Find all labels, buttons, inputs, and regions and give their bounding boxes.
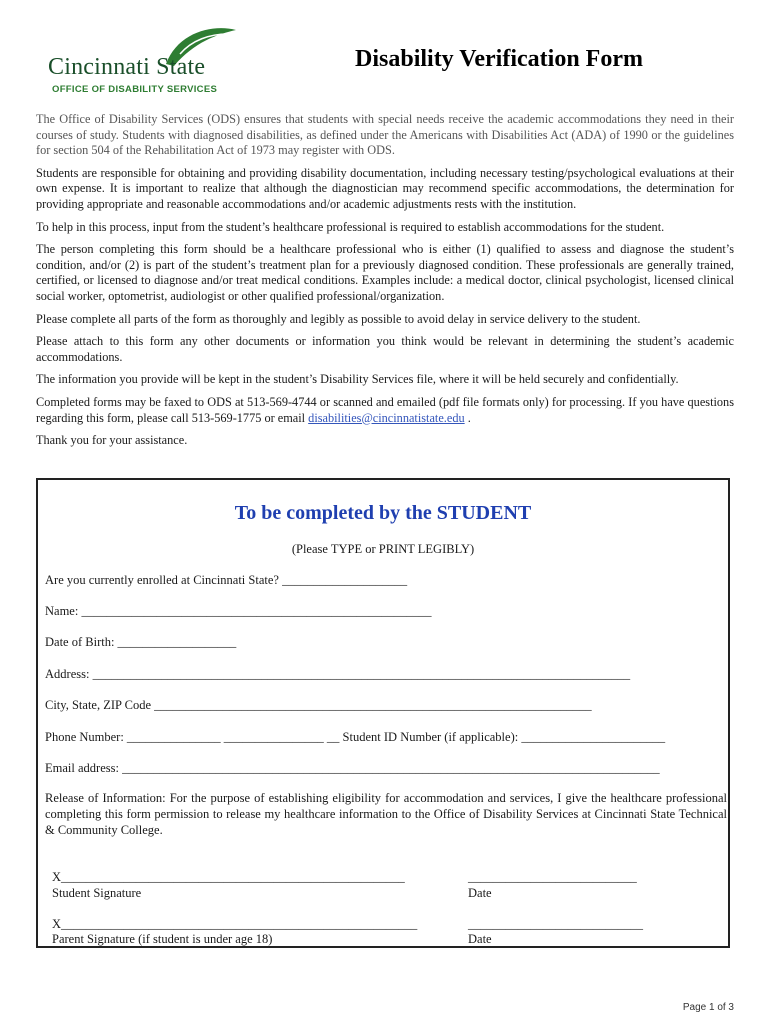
contact-text-end: . bbox=[464, 410, 471, 425]
intro-paragraph-4: The person completing this form should be a healthcare professional who is either (1) qualified to assess and diagnose the student’s condition, and/or (2) is part of the student’s treatment plan for a previously diagnosed condition. These professionals are generally trained, certified, or licensed to diagnose and/or treat medical conditions. Examples include: a medical doctor, clinical psychologist, licensed clinical social worker, optometrist, audiologist or other qualified professional/organization. bbox=[36, 242, 734, 303]
phone-student-id-field[interactable]: Phone Number: _______________ ________________ __ Student ID Number (if applicable): _______________________ bbox=[45, 730, 666, 744]
address-field[interactable]: Address: ______________________________________________________________________________________ bbox=[45, 667, 631, 681]
name-field[interactable]: Name: ________________________________________________________ bbox=[45, 604, 432, 618]
intro-paragraph-3: To help in this process, input from the student’s healthcare professional is required to establish accommodations for the student. bbox=[36, 219, 665, 234]
contact-text: Completed forms may be faxed to ODS at 513-569-4744 or scanned and emailed (pdf file formats only) for processing. If you have questions regarding this form, please call 513-569-1775 or email bbox=[36, 394, 734, 425]
parent-signature-label: Parent Signature (if student is under age 18) bbox=[52, 932, 273, 946]
student-signature-line[interactable]: X_______________________________________________________ bbox=[52, 870, 405, 884]
student-section-heading: To be completed by the STUDENT bbox=[234, 502, 532, 524]
student-section bbox=[36, 478, 730, 948]
intro-paragraph-1: The Office of Disability Services (ODS) ensures that students with special needs receive the academic accommodations they need in their courses of study. Students with diagnosed disabilities, as defined under the Americans with Disabilities Act (ADA) of 1990 or the guidelines for section 504 of the Rehabilitation Act of 1973 may register with ODS. bbox=[36, 112, 734, 158]
student-date-label: Date bbox=[468, 886, 492, 900]
intro-paragraph-9: Thank you for your assistance. bbox=[36, 433, 188, 448]
logo-name: Cincinnati State bbox=[48, 54, 206, 80]
city-state-zip-field[interactable]: City, State, ZIP Code ______________________________________________________________________ bbox=[45, 698, 592, 712]
intro-paragraph-8 bbox=[36, 395, 734, 426]
enrolled-field[interactable]: Are you currently enrolled at Cincinnati State? ____________________ bbox=[45, 573, 408, 587]
dob-field[interactable]: Date of Birth: ___________________ bbox=[45, 635, 237, 649]
intro-paragraph-2: Students are responsible for obtaining and providing disability documentation, including necessary testing/psychological evaluations at their own expense. It is important to realize that although the diagnostician may recommend specific accommodations, the determination for providing appropriate and reasonable accommodations and/or academic adjustments rests with the institution. bbox=[36, 165, 734, 211]
email-link[interactable]: disabilities@cincinnatistate.edu bbox=[308, 410, 465, 425]
student-section-subheading: (Please TYPE or PRINT LEGIBLY) bbox=[291, 542, 475, 556]
student-signature-label: Student Signature bbox=[52, 886, 142, 900]
parent-signature-line[interactable]: X_________________________________________________________ bbox=[52, 917, 418, 931]
intro-text bbox=[36, 112, 734, 456]
page-number: Page 1 of 3 bbox=[682, 1002, 734, 1013]
release-of-information: Release of Information: For the purpose of establishing eligibility for accommodation and services, I give the healthcare professional completing this form permission to release my healthcare information to the Office of Disability Services at Cincinnati State Technical & Community College. bbox=[45, 791, 727, 837]
intro-paragraph-6: Please attach to this form any other documents or information you think would be relevant in determining the student’s academic accommodations. bbox=[36, 334, 734, 364]
page-title: Disability Verification Form bbox=[355, 46, 643, 72]
intro-paragraph-5: Please complete all parts of the form as thoroughly and legibly as possible to avoid delay in service delivery to the student. bbox=[36, 311, 641, 326]
email-field[interactable]: Email address: ______________________________________________________________________________________ bbox=[45, 761, 660, 775]
logo-subtitle: OFFICE OF DISABILITY SERVICES bbox=[52, 84, 218, 95]
intro-paragraph-7: The information you provide will be kept in the student’s Disability Services file, where it will be held securely and confidentially. bbox=[36, 372, 679, 387]
parent-date-line[interactable]: ____________________________ bbox=[468, 917, 643, 931]
cincinnati-state-logo bbox=[48, 24, 248, 96]
parent-date-label: Date bbox=[468, 932, 492, 946]
student-date-line[interactable]: ___________________________ bbox=[468, 870, 637, 884]
